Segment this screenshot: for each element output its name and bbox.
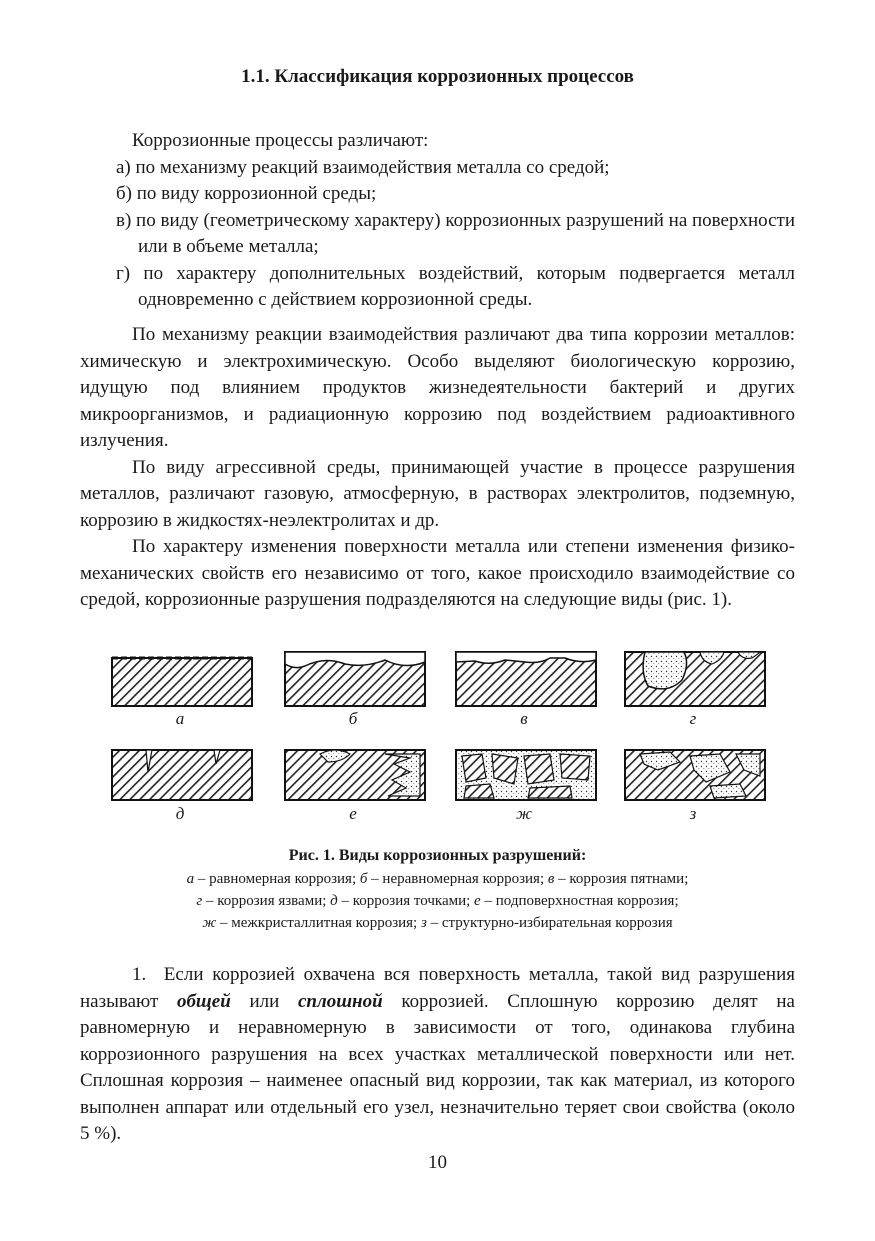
term-general: общей (176, 990, 231, 1012)
panel-pitting-corrosion (112, 750, 252, 800)
body-text (80, 322, 795, 614)
paragraph-damage-types: По характеру изменения поверхности металла или степени изменения физико-механических свойств его независимо от того, какое происходило взаимодействие со средой, коррозионные разрушения подразделяются на следующие виды (рис. 1). (80, 536, 795, 610)
figure-caption-line: а – равномерная коррозия; б – неравномерная коррозия; в – коррозия пятнами; (186, 871, 689, 887)
panel-uniform-corrosion (112, 658, 252, 706)
panel-label-d: д (175, 804, 185, 823)
list-item: в) по виду (геометрическому характеру) коррозионных разрушений на поверхности или в объеме металла; (116, 209, 796, 257)
section-title: 1.1. Классификация коррозионных процессов (241, 66, 634, 87)
classification-list (80, 155, 795, 314)
page-number: 10 (428, 1152, 447, 1173)
panel-label-zh: ж (516, 804, 532, 823)
intro-block (80, 128, 795, 314)
list-item: а) по механизму реакций взаимодействия металла со средой; (116, 156, 610, 178)
panel-ulcer-corrosion (625, 652, 765, 706)
panel-subsurface-corrosion (285, 750, 425, 800)
figure-caption-title: Рис. 1. Виды коррозионных разрушений: (288, 847, 587, 864)
panel-selective-corrosion (625, 750, 765, 800)
list-item: б) по виду коррозионной среды; (116, 183, 377, 204)
figure-caption-line: ж – межкристаллитная коррозия; з – структурно-избирательная коррозия (202, 915, 673, 931)
panel-label-g: г (689, 709, 697, 728)
figure-caption-line: г – коррозия язвами; д – коррозия точками; е – подповерхностная коррозия; (196, 893, 679, 909)
paragraph-environment: По виду агрессивной среды, принимающей участие в процессе разрушения металлов, различают газовую, атмосферную, в растворах электролитов, подземную, коррозию в жидкостях-неэлектролитах и др. (80, 456, 795, 531)
paragraph-number: 1. (132, 964, 147, 985)
panel-spot-corrosion (456, 652, 596, 706)
panel-label-v: в (520, 709, 528, 728)
panel-label-a: а (175, 709, 185, 728)
general-corrosion-paragraph: 1. Если коррозией охвачена вся поверхность металла, такой вид разрушения называют общей или сплошной коррозией. Сплошную коррозию делят на равномерную и неравномерную в зависимости от того, одинакова глубина коррозионного разрушения на всех участках металлической поверхности или нет. Сплошная коррозия – наименее опасный вид коррозии, так как материал, из которого выполнен аппарат или отдельный его узел, незначительно теряет свои свойства (около 5 %). (80, 964, 795, 1144)
intro-lead: Коррозионные процессы различают: (132, 130, 429, 151)
term-continuous: сплошной (297, 990, 383, 1012)
panel-intercrystalline-corrosion (456, 750, 596, 800)
panel-label-b: б (348, 709, 358, 728)
list-item: г) по характеру дополнительных воздействий, которым подвергается металл одновременно с действием коррозионной среды. (116, 262, 795, 310)
paragraph-mechanism: По механизму реакции взаимодействия различают два типа коррозии металлов: химическую и электрохимическую. Особо выделяют биологическую коррозию, идущую под влиянием продуктов жизнедеятельности бактерий и других микроорганизмов, и радиационную коррозию под воздействием радиоактивного излучения. (80, 324, 795, 451)
corrosion-types-figure (110, 650, 770, 830)
panel-label-e: е (349, 804, 357, 823)
panel-uneven-corrosion (285, 652, 425, 706)
panel-label-z: з (689, 804, 697, 823)
